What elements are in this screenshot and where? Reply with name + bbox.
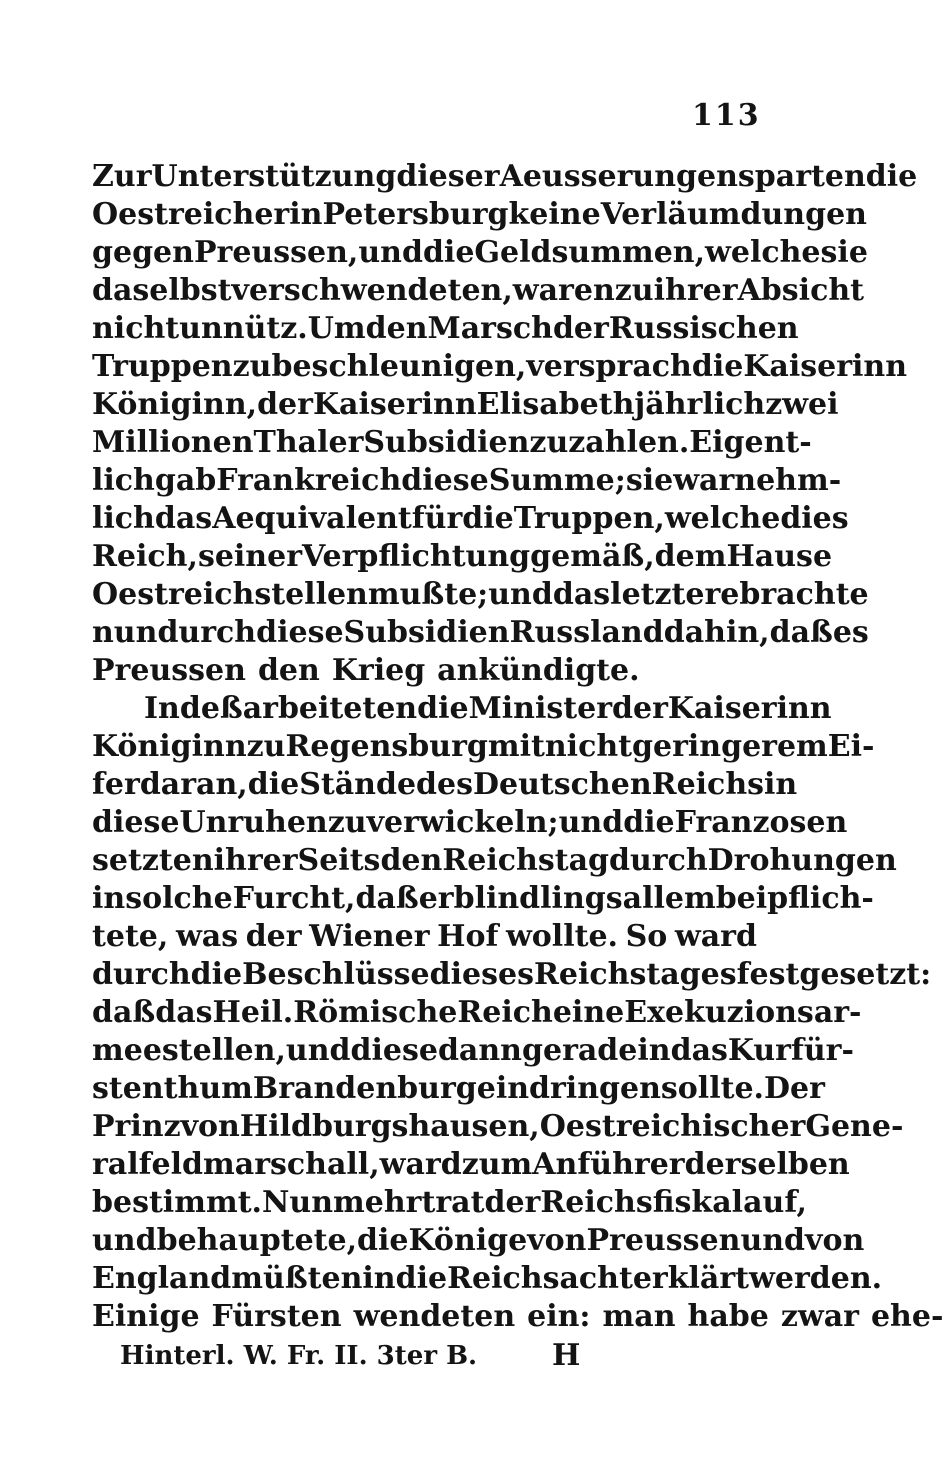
word: versprach [526, 349, 692, 384]
word: zwar [780, 1299, 859, 1334]
word: lich [92, 501, 155, 536]
word: mußte; [367, 577, 489, 612]
word: Geldsummen, [474, 235, 706, 270]
word: mee [92, 1033, 162, 1068]
word: ward [379, 1147, 462, 1182]
word: Subsidien [343, 615, 510, 650]
word: stellen [254, 577, 368, 612]
word: auf, [743, 1185, 808, 1220]
word: verschwendeten, [231, 273, 513, 308]
word: und [740, 1223, 806, 1258]
word: dies [780, 501, 849, 536]
word: müßten [231, 1261, 363, 1296]
word: Reichs [651, 767, 765, 802]
body-text [92, 158, 943, 1336]
word: sparten [737, 159, 866, 194]
word: Franzosen [674, 805, 848, 840]
word: gerade [522, 1033, 638, 1068]
word: ihrer [213, 843, 298, 878]
text-line [92, 766, 798, 804]
word: unnütz. [179, 311, 308, 346]
text-line [92, 728, 875, 766]
text-line [92, 1184, 808, 1222]
word: Deutschen [473, 767, 652, 802]
word: seiner [197, 539, 303, 574]
word: Reich [457, 995, 553, 1030]
word: Unterstützung [151, 159, 397, 194]
word: Stände [299, 767, 417, 802]
word: Reichstages [533, 957, 737, 992]
word: diese [401, 463, 489, 498]
word: das [670, 1033, 728, 1068]
word: derselben [684, 1147, 850, 1182]
word: Preussen [586, 1223, 741, 1258]
word: Verpflichtung [302, 539, 531, 574]
word: daß [92, 995, 156, 1030]
word: Reich, [92, 539, 198, 574]
text-line [92, 994, 862, 1032]
word: stenthum [92, 1071, 253, 1106]
word: Reichsfiskal [540, 1185, 744, 1220]
word: lich [92, 463, 155, 498]
word: Drohungen [707, 843, 897, 878]
text-line [92, 1222, 865, 1260]
word: dieser [396, 159, 500, 194]
word: Truppen [92, 349, 233, 384]
word: in [764, 767, 798, 802]
word: arbeiteten [242, 691, 418, 726]
word: Seits [297, 843, 381, 878]
word: Verläumdungen [600, 197, 867, 232]
word: Einige [92, 1299, 200, 1334]
word: solche [125, 881, 233, 916]
word: wollte. [505, 919, 618, 954]
word: Regensburg [285, 729, 488, 764]
text-line [92, 386, 839, 424]
word: wendeten [353, 1299, 516, 1334]
text-line [92, 1298, 943, 1336]
word: setzten [92, 843, 214, 878]
word: was [175, 919, 239, 954]
word: brachte [739, 577, 869, 612]
word: So [625, 919, 668, 954]
word: Nunmehr [262, 1185, 422, 1220]
word: mit [487, 729, 545, 764]
word: zu [246, 729, 286, 764]
word: Oestreicher [92, 197, 290, 232]
word: Kaiserinn [667, 691, 832, 726]
word: das [155, 995, 213, 1030]
word: Fürsten [211, 1299, 342, 1334]
word: Indeß [144, 691, 243, 726]
word: welche [705, 235, 821, 270]
word: Königinn, [92, 387, 258, 422]
word: verwickeln; [366, 805, 559, 840]
word: es [832, 615, 869, 650]
word: Prinz [92, 1109, 181, 1144]
text-line [92, 880, 874, 918]
word: die [357, 1223, 409, 1258]
word: Russland [509, 615, 664, 650]
word: nicht [92, 311, 180, 346]
word: jährlich [634, 387, 766, 422]
word: Elisabeth [476, 387, 635, 422]
word: die [691, 349, 744, 384]
word: Thaler [253, 425, 364, 460]
word: England [92, 1261, 232, 1296]
word: diese [256, 615, 344, 650]
signature-mark: H [552, 1338, 581, 1373]
word: Oestreichischer [539, 1109, 806, 1144]
word: Absicht [737, 273, 865, 308]
word: den [257, 653, 320, 688]
word: Anführer [532, 1147, 685, 1182]
word: habe [687, 1299, 769, 1334]
word: beipflich- [715, 881, 874, 916]
word: nehm- [734, 463, 842, 498]
word: welche [664, 501, 781, 536]
word: ehe- [870, 1299, 943, 1334]
word: von [805, 1223, 865, 1258]
text-line [92, 462, 842, 500]
page-footer [120, 1336, 590, 1376]
word: daselbst [92, 273, 232, 308]
word: Exekuzionsar- [624, 995, 862, 1030]
text-line [92, 1146, 850, 1184]
word: diese [350, 1033, 438, 1068]
word: die [462, 501, 514, 536]
word: Hof [437, 919, 499, 954]
word: Ei- [827, 729, 875, 764]
word: nicht [544, 729, 633, 764]
word: und [92, 1223, 157, 1258]
word: dieses [429, 957, 534, 992]
text-line [92, 234, 868, 272]
word: waren [512, 273, 615, 308]
word: durch [157, 615, 257, 650]
word: Preussen [92, 653, 246, 688]
word: war [673, 463, 735, 498]
word: Summe; [488, 463, 626, 498]
text-line [92, 842, 897, 880]
page-number: 113 [692, 98, 761, 133]
word: Hildburgshausen, [239, 1109, 540, 1144]
word: ankündigte. [437, 653, 640, 688]
word: sie [820, 235, 868, 270]
word: Unruhen [179, 805, 328, 840]
word: Gene- [805, 1109, 904, 1144]
word: ihrer [653, 273, 738, 308]
word: ein: [527, 1299, 591, 1334]
word: die [417, 691, 469, 726]
word: in [637, 1033, 671, 1068]
word: Frankreich [216, 463, 402, 498]
word: durch [92, 957, 191, 992]
word: Subsidien [363, 425, 530, 460]
word: erklärt [632, 1261, 750, 1296]
word: die [623, 805, 675, 840]
word: geringerem [632, 729, 828, 764]
text-line [92, 272, 865, 310]
text-line [92, 690, 832, 728]
word: eine [552, 995, 625, 1030]
word: in [92, 881, 126, 916]
word: festgesetzt: [736, 957, 932, 992]
text-line [92, 576, 869, 614]
word: diese [92, 805, 180, 840]
text-line [92, 348, 908, 386]
text-line [92, 614, 869, 652]
word: er [418, 881, 454, 916]
word: die [422, 235, 475, 270]
word: keine [508, 197, 601, 232]
word: Kurfür- [727, 1033, 854, 1068]
text-line [92, 1070, 825, 1108]
word: Hause [726, 539, 833, 574]
word: Wiener [309, 919, 430, 954]
word: und [358, 235, 423, 270]
word: Aequivalent [212, 501, 412, 536]
word: allem [622, 881, 716, 916]
word: der [245, 919, 302, 954]
word: Aeusserungen [499, 159, 738, 194]
word: trat [421, 1185, 485, 1220]
word: Beschlüsse [242, 957, 430, 992]
word: die [247, 767, 300, 802]
word: letztere [610, 577, 740, 612]
word: Brandenburg [252, 1071, 477, 1106]
text-line [92, 158, 918, 196]
word: Zur [92, 159, 152, 194]
word: in [289, 197, 323, 232]
word: Königinn [92, 729, 247, 764]
word: Kaiserinn [743, 349, 908, 384]
word: Könige [408, 1223, 528, 1258]
word: man [602, 1299, 676, 1334]
word: dahin, [663, 615, 770, 650]
word: dann [437, 1033, 522, 1068]
text-line [92, 1032, 854, 1070]
word: tete, [92, 919, 169, 954]
word: Kaiserinn [312, 387, 477, 422]
word: in [362, 1261, 396, 1296]
word: für [411, 501, 463, 536]
word: zu [327, 805, 367, 840]
word: zu [232, 349, 272, 384]
text-line [92, 500, 849, 538]
word: sie [625, 463, 674, 498]
word: daß [355, 881, 419, 916]
word: Reichsacht [447, 1261, 633, 1296]
word: Millionen [92, 425, 254, 460]
word: zu [614, 273, 654, 308]
word: und [285, 1033, 351, 1068]
word: von [527, 1223, 587, 1258]
word: Um [307, 311, 366, 346]
word: die [865, 159, 918, 194]
text-line [92, 196, 867, 234]
word: durch [608, 843, 708, 878]
word: das [154, 501, 213, 536]
word: Römische [293, 995, 458, 1030]
word: die [190, 957, 243, 992]
word: der [484, 1185, 541, 1220]
word: Marsch [427, 311, 553, 346]
text-line [92, 652, 757, 690]
word: der [612, 691, 668, 726]
word: daran, [139, 767, 248, 802]
text-line [92, 538, 833, 576]
word: Truppen, [513, 501, 665, 536]
word: die [395, 1261, 448, 1296]
word: Der [764, 1071, 825, 1106]
word: Minister [468, 691, 613, 726]
word: Heil. [212, 995, 294, 1030]
text-line [92, 1260, 883, 1298]
text-line [92, 956, 932, 994]
word: zahlen. [568, 425, 690, 460]
text-line [92, 310, 799, 348]
word: zum [461, 1147, 533, 1182]
word: Petersburg [322, 197, 509, 232]
word: bestimmt. [92, 1185, 262, 1220]
word: Preussen, [193, 235, 359, 270]
word: den [380, 843, 443, 878]
text-line [92, 918, 757, 956]
word: werden. [749, 1261, 883, 1296]
signature-line: Hinterl. W. Fr. II. 3ter B. [120, 1341, 478, 1371]
word: stellen, [161, 1033, 286, 1068]
word: das [552, 577, 611, 612]
word: nun [92, 615, 158, 650]
word: Oestreich [92, 577, 255, 612]
word: ralfeldmarschall, [92, 1147, 380, 1182]
word: zwei [765, 387, 839, 422]
word: behauptete, [156, 1223, 358, 1258]
word: gemäß, [530, 539, 655, 574]
word: Krieg [331, 653, 426, 688]
word: daß [769, 615, 833, 650]
word: blindlings [453, 881, 623, 916]
word: gab [154, 463, 217, 498]
word: den [365, 311, 428, 346]
word: Reichstag [442, 843, 609, 878]
word: Furcht, [232, 881, 356, 916]
word: und [558, 805, 624, 840]
word: des [416, 767, 473, 802]
word: zu [529, 425, 569, 460]
text-line [92, 424, 812, 462]
word: der [257, 387, 313, 422]
word: der [552, 311, 609, 346]
text-line [92, 804, 848, 842]
text-line [92, 1108, 904, 1146]
word: dem [654, 539, 727, 574]
word: von [180, 1109, 240, 1144]
word: fer [92, 767, 140, 802]
word: eindringen [476, 1071, 661, 1106]
word: Russischen [608, 311, 799, 346]
word: gegen [92, 235, 194, 270]
word: und [488, 577, 553, 612]
word: Eigent- [689, 425, 812, 460]
word: beschleunigen, [271, 349, 527, 384]
word: sollte. [660, 1071, 764, 1106]
word: ward [674, 919, 757, 954]
